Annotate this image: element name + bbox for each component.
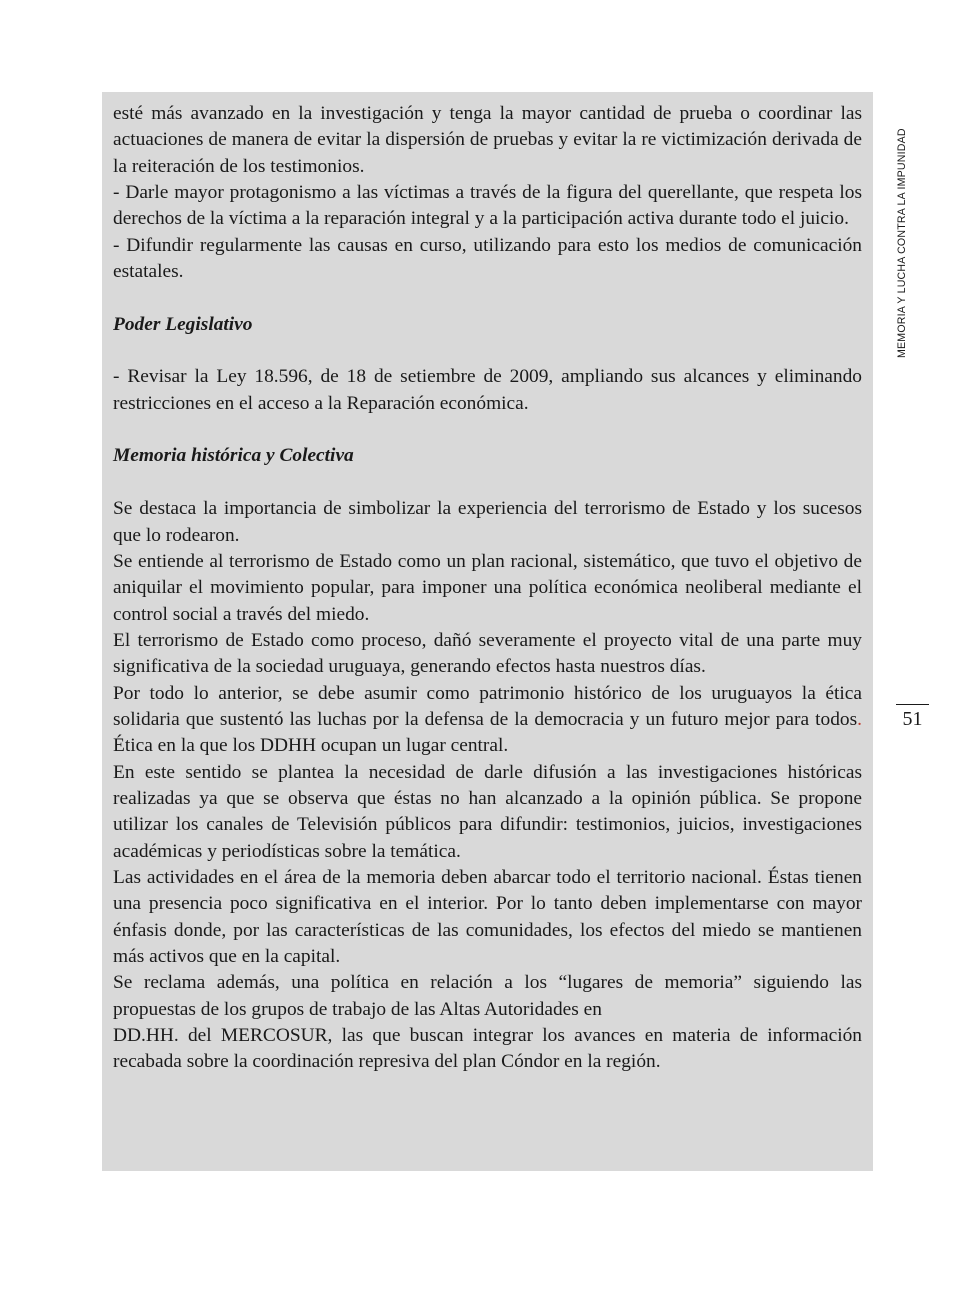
paragraph-memoria-6: Las actividades en el área de la memoria deben abarcar todo el territorio nacional. Éstas tienen una presencia poco significativa en el interior. Por lo tanto deben implementarse con mayor énfasis donde, por las características de las comunidades, los efectos del miedo se mantienen más activos que en la capital.: [113, 866, 862, 967]
spacer: [113, 417, 862, 443]
paragraph-legislativo-1: - Revisar la Ley 18.596, de 18 de setiembre de 2009, ampliando sus alcances y eliminando restricciones en el acceso a la Reparación económica.: [113, 366, 862, 414]
page-body: [113, 101, 862, 1076]
spacer: [113, 285, 862, 311]
page-number-rule: [896, 704, 929, 705]
paragraph-intro-3: - Difundir regularmente las causas en curso, utilizando para esto los medios de comunicación estatales.: [113, 234, 862, 283]
paragraph-memoria-7: Se reclama además, una política en relación a los “lugares de memoria” siguiendo las propuestas de los grupos de trabajo de las Altas Autoridades en: [113, 972, 862, 1020]
paragraph-memoria-4-text-a: Por todo lo anterior, se debe asumir como patrimonio histórico de los uruguayos la ética solidaria que sustentó las luchas por la defensa de la democracia y un futuro mejor para todos: [113, 682, 862, 730]
paragraph-memoria-4-text-b: Ética en la que los DDHH ocupan un lugar central.: [113, 735, 509, 757]
running-header-vertical: MEMORIA Y LUCHA CONTRA LA IMPUNIDAD: [896, 128, 908, 358]
red-period-mark: .: [857, 708, 862, 730]
page-number: 51: [902, 708, 923, 730]
section-heading-legislativo: Poder Legislativo: [113, 313, 253, 335]
paragraph-memoria-4: [113, 681, 862, 760]
paragraph-memoria-5: En este sentido se plantea la necesidad de darle difusión a las investigaciones históricas realizadas ya que se observa que éstas no han alcanzado a la opinión pública. Se propone utilizar los canales de Televisión públicos para difundir: testimonios, juicios, investigaciones académicas y periodísticas sobre la temática.: [113, 761, 862, 862]
paragraph-memoria-8: DD.HH. del MERCOSUR, las que buscan integrar los avances en materia de información recabada sobre la coordinación represiva del plan Cóndor en la región.: [113, 1025, 862, 1073]
paragraph-memoria-3: El terrorismo de Estado como proceso, dañó severamente el proyecto vital de una parte muy significativa de la sociedad uruguaya, generando efectos hasta nuestros días.: [113, 629, 862, 678]
spacer: [113, 338, 862, 364]
spacer: [113, 470, 862, 496]
paragraph-intro-1: esté más avanzado en la investigación y tenga la mayor cantidad de prueba o coordinar las actuaciones de manera de evitar la dispersión de pruebas y evitar la re victimización derivada de la reiteración de los testimonios.: [113, 103, 862, 177]
paragraph-memoria-2: Se entiende al terrorismo de Estado como un plan racional, sistemático, que tuvo el objetivo de aniquilar el movimiento popular, para imponer una política económica neoliberal mediante el control social a través del miedo.: [113, 550, 862, 625]
paragraph-intro-2: - Darle mayor protagonismo a las víctimas a través de la figura del querellante, que respeta los derechos de la víctima a la reparación integral y a la participación activa durante todo el juicio.: [113, 182, 862, 230]
section-heading-memoria: Memoria histórica y Colectiva: [113, 445, 354, 467]
paragraph-memoria-1: Se destaca la importancia de simbolizar la experiencia del terrorismo de Estado y los sucesos que lo rodearon.: [113, 498, 862, 546]
